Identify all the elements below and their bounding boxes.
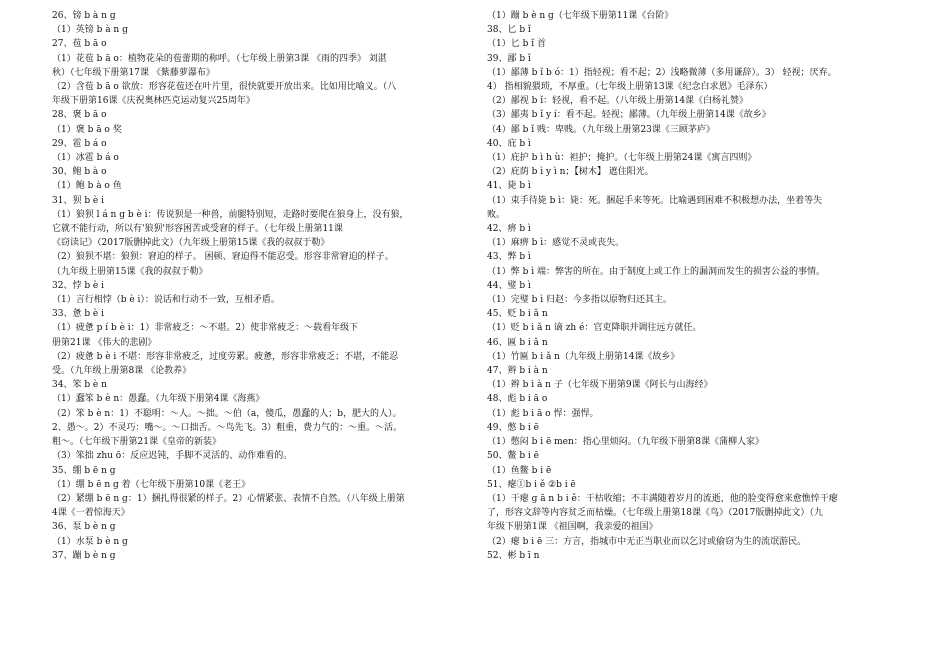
text-line: 27、苞 b ā o (52, 39, 107, 50)
text-line: 45、贬 b i ǎ n (487, 309, 548, 320)
text-line: （1）辫 b i à n 子（七年级下册第9课《阿长与山海经》 (487, 380, 713, 391)
text-line: （1）彪 b i ā o 悍：强悍。 (487, 408, 599, 419)
text-line: 50、鳖 b i ē (487, 451, 540, 462)
text-line: 4） 指相貌猥琐，不厚重。（七年级上册第13课《纪念白求恩》毛泽东） (487, 82, 773, 93)
text-line: （1）干瘪 g ā n b i ě：干枯收缩；不丰满随着岁月的流逝，他的脸变得愈来愈憔悴干瘪 (487, 493, 838, 504)
text-line: 47、辫 b i à n (487, 366, 548, 377)
text-line: 52、彬 b ī n (487, 550, 540, 561)
text-line: 39、鄙 b ǐ (487, 53, 531, 64)
text-line: （4）鄙 b ǐ 贱：卑贱。（九年级上册第23课《三顾茅庐》 (487, 124, 715, 135)
text-line: （2）紧绷 b ē n g：1）捆扎得很紧的样子。2）心情紧张、表情不自然。（八年级上册第 (52, 493, 405, 504)
text-line: （1）冰雹 b á o (52, 153, 119, 164)
text-line: （2）狼狈不堪：狼狈：窘迫的样子。 困顿、窘迫得不能忍受。形容非常窘迫的样子。 (52, 252, 394, 263)
text-line: （1）言行相悖（b è i）：说话和行动不一致，互相矛盾。 (52, 295, 280, 306)
text-line: （九年级上册第15课《我的叔叔于勒》 (52, 266, 208, 277)
text-line: （1）鱼鳖 b i ē (487, 465, 552, 476)
text-line: 了，形容文辞等内容贫乏而枯燥。（七年级上册第18课《鸟》（2017版删掉此文）（九 (487, 508, 823, 519)
text-line: 35、绷 b ē n g (52, 465, 116, 476)
text-line: 它就不能行动，所以有'狼狈'形容困苦或受窘的样子。（七年级上册第11课 (52, 224, 343, 235)
text-line: （3）鄙夷 b ǐ y í：看不起。轻视；鄙薄。（九年级上册第14课《故乡》 (487, 110, 771, 121)
text-line: （1）庇护 b ì h ù：袒护；掩护。（七年级上册第24课《寓言四则》 (487, 153, 757, 164)
text-line: 26、镑 b à n g (52, 11, 116, 21)
text-line: （1）蹦 b è n g（七年级下册第11课《台阶》 (487, 11, 674, 21)
text-line: 37、蹦 b è n g (52, 550, 116, 561)
text-line: （1）贬 b i ǎ n 谪 zh é：官吏降职并调往远方就任。 (487, 323, 702, 334)
text-line: （1）束手待毙 b ì：毙：死。捆起手来等死。比喻遇到困难不积极想办法，坐着等失 (487, 195, 823, 206)
text-line: （1）憋闷 b i ē men：指心里烦闷。（九年级下册第8课《蒲柳人家》 (487, 437, 765, 448)
text-line: （1）弊 b ì 端：弊害的所在。由于制度上或工作上的漏洞而发生的损害公益的事情。 (487, 266, 825, 277)
text-line: （2）笨 b è n：1）不聪明：～人。～拙。～伯（a，傻瓜，愚蠢的人；b，肥大的人）。 (52, 408, 402, 419)
text-line: （2）庇荫 b ì y ì n；【树木】 遮住阳光。 (487, 167, 654, 178)
text-line: （1）匕 b ǐ 首 (487, 39, 546, 50)
text-line: （1）竹匾 b i ǎ n（九年级上册第14课《故乡》 (487, 351, 680, 362)
text-line: 48、彪 b i ā o (487, 394, 548, 405)
text-line: 册第21课 《伟大的悲剧》 (52, 337, 157, 348)
text-line: 51、瘪①b i ě ②b i ē (487, 479, 576, 490)
right-column (487, 9, 919, 563)
text-line: 年级下册第1课 《祖国啊，我亲爱的祖国》 (487, 522, 658, 533)
text-line: 粗～。（七年级下册第21课《皇帝的新装》 (52, 437, 221, 448)
text-line: 30、鲍 b à o (52, 167, 107, 178)
text-line: （1）完璧 b ì 归赵：今多指以原物归还其主。 (487, 295, 672, 306)
text-line: 4课《一着惊海天》 (52, 508, 130, 519)
text-line: （1）狼狈 l á n g b è i：传说狈是一种兽，前腿特别短，走路时要爬在狼身上，没有狼， (52, 209, 409, 220)
text-line: （1）鲍 b à o 鱼 (52, 181, 122, 192)
text-line: 43、弊 b ì (487, 252, 531, 263)
text-line: （1）蠢笨 b è n：愚蠢。（九年级下册第4课《海燕》 (52, 394, 265, 405)
text-line: （1）疲惫 p í b è i：1）非常疲乏：～不堪。2）使非常疲乏：～载看年级下 (52, 323, 359, 334)
text-line: （1）英镑 b à n g (52, 25, 128, 36)
text-line: （1）花苞 b ā o：植物花朵的苞蕾期的称呼。（七年级上册第3课 《雨的四季》 刘湛 (52, 53, 387, 64)
text-line: （1）水泵 b è n g (52, 536, 128, 547)
text-line: （1）麻痹 b ì：感觉不灵或丧失。 (487, 238, 625, 249)
text-line: 38、匕 b ǐ (487, 25, 531, 36)
text-line: （1）褒 b ā o 奖 (52, 124, 122, 135)
text-line: 46、匾 b i ǎ n (487, 337, 548, 348)
text-line: 41、毙 b ì (487, 181, 531, 192)
text-line: （2）瘪 b i ē 三：方言，指城市中无正当职业而以乞讨或偷窃为生的流氓游民。 (487, 536, 807, 547)
text-line: （1）鄙薄 b ǐ b ó：1）指轻视；看不起；2）浅略微薄（多用谦辞）。3） 轻视；厌弃。 (487, 67, 837, 78)
text-line: （2）含苞 b ā o 欲放：形容花苞还在叶片里，很快就要开放出来。比如用比喻义。（八 (52, 82, 397, 93)
text-line: 31、狈 b è i (52, 195, 105, 206)
text-line: 40、庇 b ì (487, 138, 531, 149)
text-line: 34、笨 b è n (52, 380, 107, 391)
text-line: 33、惫 b è i (52, 309, 105, 320)
text-line: （2）疲惫 b è i 不堪：形容非常疲乏，过度劳累。疲惫，形容非常疲乏；不堪，不能忍 (52, 351, 399, 362)
left-column (52, 9, 482, 563)
text-line: 受。（九年级上册第8课 《论教养》 (52, 366, 192, 377)
text-line: 败。 (487, 209, 506, 220)
text-line: 2、愚～。2）不灵巧：嘴～。～口拙舌。～鸟先飞。3）粗重，费力气的：～重。～活。 (52, 422, 403, 433)
text-line: 29、雹 b á o (52, 138, 107, 149)
text-line: 42、痹 b ì (487, 224, 531, 235)
text-line: （1）绷 b ē n g 着（七年级下册第10课《老王》 (52, 479, 251, 490)
text-line: （2）鄙视 b ǐ：轻视，看不起。（八年级上册第14课《白杨礼赞》 (487, 96, 749, 107)
text-line: 《窃读记》（2017版删掉此文）（九年级上册第15课《我的叔叔于勒》 (52, 238, 330, 249)
text-line: 36、泵 b è n g (52, 522, 116, 533)
text-line: 年级下册第16课《庆祝奥林匹克运动复兴25周年》 (52, 96, 255, 107)
text-line: （3）笨拙 zhu ō：反应迟钝，手脚不灵活的、动作难看的。 (52, 451, 293, 462)
text-line: 28、褒 b ā o (52, 110, 107, 121)
text-line: 44、璧 b ì (487, 280, 531, 291)
text-line: 49、憋 b i ē (487, 422, 540, 433)
text-line: 32、悖 b è i (52, 280, 105, 291)
text-line: 秋）（七年级下册第17课 《紫藤萝瀑布》 (52, 67, 215, 78)
